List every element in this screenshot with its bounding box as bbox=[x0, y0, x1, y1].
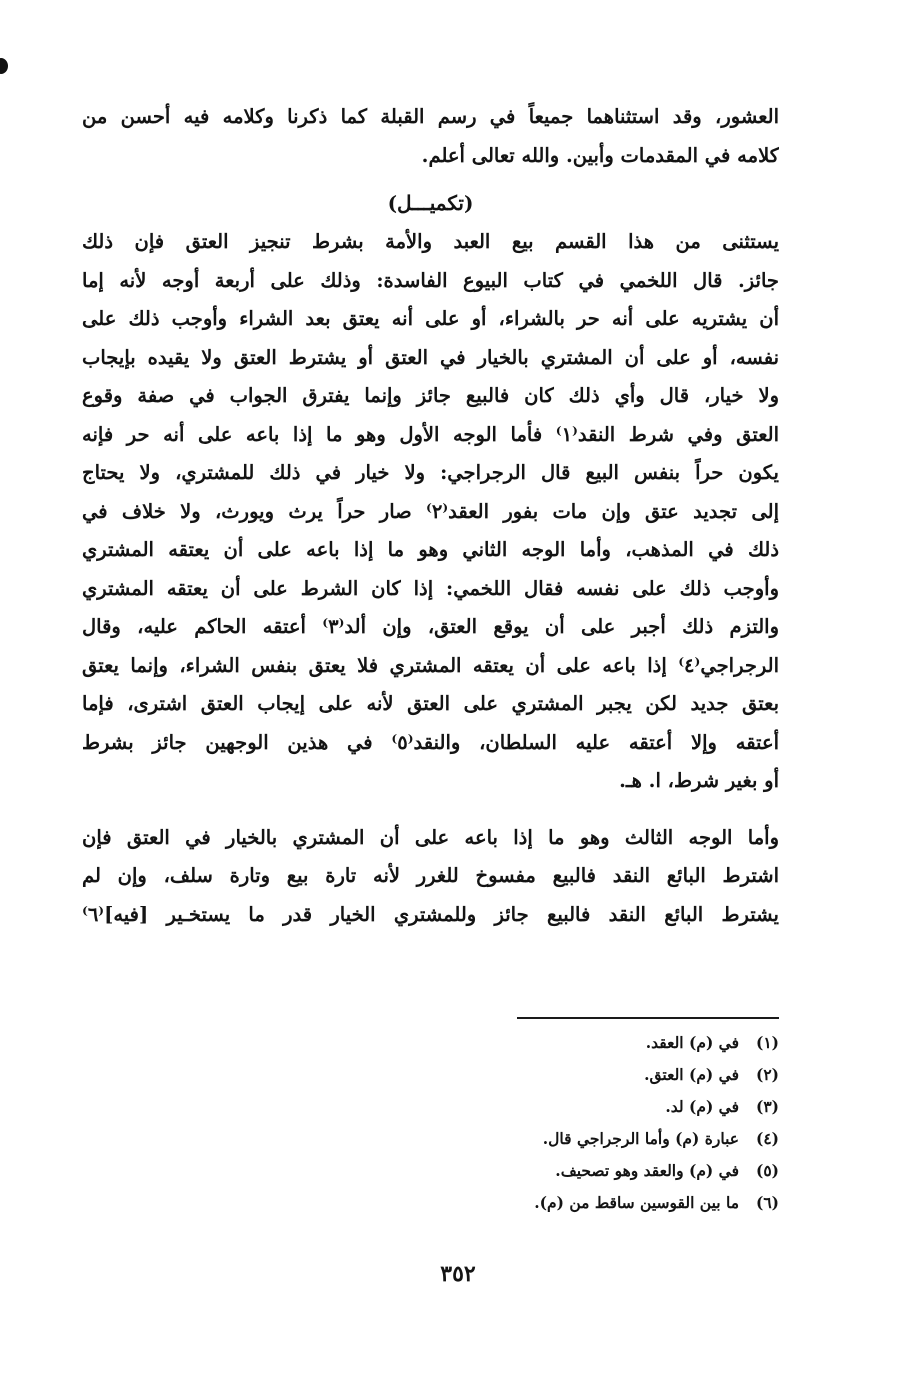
text-line: اشترط البائع النقد فالبيع مفسوخ للغرر لأنه تارة بيع وتارة سلف، وإن لم bbox=[82, 864, 779, 887]
footnote-number: (٥) bbox=[755, 1161, 779, 1180]
paragraph-2 bbox=[82, 223, 779, 801]
text-line: وأوجب ذلك على نفسه فقال اللخمي: إذا كان الشرط على أن يعتقه المشتري bbox=[82, 576, 779, 600]
page-number: ٣٥٢ bbox=[440, 1261, 476, 1287]
margin-ink-mark bbox=[0, 58, 8, 74]
text-line: وأما الوجه الثالث وهو ما إذا باعه على أن المشتري بالخيار في العتق فإن bbox=[82, 825, 779, 849]
text-line: العتق وفي شرط النقد⁽١⁾ فأما الوجه الأول وهو ما إذا باعه على أنه حر فإنه bbox=[82, 422, 779, 446]
text-line: جائز. قال اللخمي في كتاب البيوع الفاسدة: وذلك على أربعة أوجه لأنه إما bbox=[82, 268, 779, 292]
text-line: الرجراجي⁽٤⁾ إذا باعه على أن يعتقه المشتري فلا يعتق بنفس الشراء، وإنما يعتق bbox=[82, 653, 779, 677]
text-line: نفسه، أو على أن المشتري بالخيار في العتق أو يشترط العتق ولا يقيده بإيجاب bbox=[82, 345, 779, 369]
footnote-item bbox=[480, 1027, 779, 1059]
footnote-number: (٢) bbox=[755, 1065, 779, 1084]
text-line: أعتقه وإلا أعتقه عليه السلطان، والنقد⁽٥⁾ في هذين الوجهين جائز بشرط bbox=[82, 730, 779, 754]
text-line: كلامه في المقدمات وأبين. والله تعالى أعلم. bbox=[421, 143, 779, 167]
footnote-number: (٦) bbox=[755, 1193, 779, 1212]
text-line: بعتق جديد لكن يجبر المشتري على العتق لأنه على إيجاب العتق اشترى، فإما bbox=[82, 692, 779, 715]
text-line: يشترط البائع النقد فالبيع جائز وللمشتري الخيار قدر ما يستخـير [فيه]⁽٦⁾ bbox=[82, 902, 779, 926]
text-line: ذلك في المذهب، وأما الوجه الثاني وهو ما إذا باعه على أن يعتقه المشتري bbox=[82, 538, 779, 561]
text-line: العشور، وقد استثناهما جميعاً في رسم القبلة كما ذكرنا وكلامه فيه أحسن من bbox=[82, 105, 779, 128]
text-line: يكون حراً بنفس البيع قال الرجراجي: ولا خيار في ذلك للمشتري، ولا يحتاج bbox=[82, 461, 779, 484]
footnote-text: في (م) والعقد وهو تصحيف. bbox=[555, 1161, 739, 1180]
footnote-text: في (م) العقد. bbox=[645, 1033, 739, 1052]
paragraph-1 bbox=[82, 98, 779, 175]
text-line: أو بغير شرط، ا. هـ. bbox=[619, 769, 779, 792]
text-line: ولا خيار، قال وأي ذلك كان فالبيع جائز وإنما يفترق الجواب في صفة وقوع bbox=[82, 384, 779, 407]
footnote-item bbox=[480, 1187, 779, 1219]
footnote-item bbox=[480, 1059, 779, 1091]
footnote-text: في (م) لد. bbox=[665, 1097, 739, 1116]
footnote-item bbox=[480, 1091, 779, 1123]
main-text bbox=[82, 98, 779, 934]
footnote-text: عبارة (م) وأما الرجراجي قال. bbox=[542, 1129, 739, 1148]
text-line: والتزم ذلك أجبر على أن يوقع العتق، وإن ألد⁽٣⁾ أعتقه الحاكم عليه، وقال bbox=[82, 615, 779, 638]
footnotes bbox=[480, 1027, 779, 1219]
footnote-number: (١) bbox=[755, 1033, 779, 1052]
paragraph-3 bbox=[82, 819, 779, 935]
text-line: يستثنى من هذا القسم بيع العبد والأمة بشرط تنجيز العتق فإن ذلك bbox=[82, 230, 779, 253]
footnote-number: (٤) bbox=[755, 1129, 779, 1148]
paragraph-spacer bbox=[82, 801, 779, 819]
footnote-item bbox=[480, 1155, 779, 1187]
footnote-item bbox=[480, 1123, 779, 1155]
section-heading: (تكميـــل) bbox=[387, 191, 474, 215]
footnote-text: في (م) العتق. bbox=[644, 1065, 739, 1084]
footnote-text: ما بين القوسين ساقط من (م). bbox=[534, 1193, 739, 1212]
footnote-number: (٣) bbox=[755, 1097, 779, 1116]
text-line: أن يشتريه على أنه حر بالشراء، أو على أنه يعتق بعد الشراء وأوجب ذلك على bbox=[82, 307, 779, 330]
text-line: إلى تجديد عتق وإن مات بفور العقد⁽٢⁾ صار حراً يرث ويورث، ولا خلاف في bbox=[82, 499, 779, 523]
footnote-separator bbox=[517, 1017, 779, 1019]
